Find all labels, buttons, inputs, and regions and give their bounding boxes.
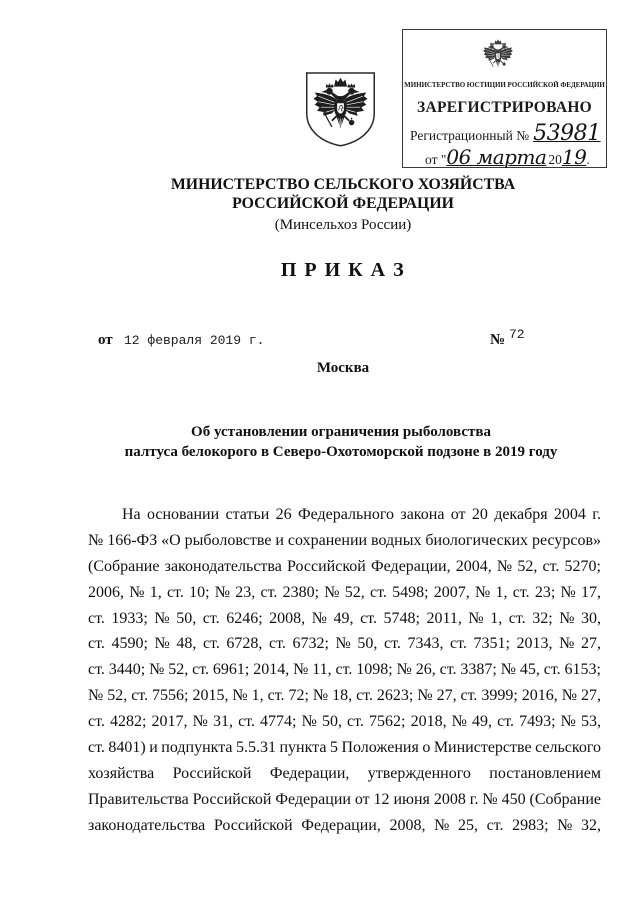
- order-city: Москва: [316, 360, 370, 376]
- body-line: [88, 683, 601, 709]
- order-number-label: №: [490, 332, 506, 348]
- body-line: [88, 502, 601, 528]
- body-line-text: На основании статьи 26 Федерального закона от 20 декабря 2004 г.: [122, 506, 601, 523]
- body-line: [88, 657, 601, 683]
- stamp-registration-number: 53981: [533, 121, 601, 146]
- body-line-text: Правительства Российской Федерации от 12 июня 2008 г. № 450 (Собрание: [88, 790, 602, 808]
- order-number: 72: [509, 327, 525, 342]
- body-line-text: (Собрание законодательства Российской Федерации, 2004, № 52, ст. 5270;: [88, 557, 601, 575]
- body-line: [88, 735, 601, 761]
- body-line-text: № 52, ст. 7556; 2015, № 1, ст. 72; № 18, ст. 2623; № 27, ст. 3999; 2016, № 27,: [88, 687, 602, 705]
- ministry-short-name: (Минсельхоз России): [274, 217, 412, 233]
- stamp-date-prefix: от ": [425, 152, 447, 167]
- ministry-name-line1: МИНИСТЕРСТВО СЕЛЬСКОГО ХОЗЯЙСТВА: [170, 176, 516, 193]
- body-line: [88, 528, 601, 554]
- stamp-coat-of-arms-icon: [481, 37, 515, 73]
- body-line-text: законодательства Российской Федерации, 2008, № 25, ст. 2983; № 32,: [88, 816, 601, 834]
- stamp-registration-date-row: [425, 145, 590, 172]
- registration-stamp: [402, 29, 607, 168]
- order-date-label: от: [98, 332, 113, 348]
- stamp-registration-number-label: Регистрационный №: [410, 128, 530, 143]
- stamp-date-year-suffix: 19: [561, 145, 587, 169]
- stamp-date-end: .: [586, 152, 590, 167]
- order-date: 12 февраля 2019 г.: [124, 333, 265, 348]
- coat-of-arms-icon: [303, 70, 378, 148]
- stamp-date-day-month: 06 марта: [446, 145, 547, 169]
- body-line-text: ст. 8401) и подпункта 5.5.31 пункта 5 Положения о Министерстве сельского: [88, 739, 601, 757]
- body-line: [88, 631, 601, 657]
- body-line-text: № 166-ФЗ «О рыболовстве и сохранении водных биологических ресурсов»: [88, 531, 601, 549]
- body-line-text: ст. 1933; № 50, ст. 6246; 2008, № 49, ст. 5748; 2011, № 1, ст. 32; № 30,: [88, 609, 601, 627]
- stamp-status: ЗАРЕГИСТРИРОВАНО: [416, 99, 593, 116]
- body-line: [88, 580, 601, 606]
- body-line: [88, 787, 601, 813]
- body-line-text: ст. 4590; № 48, ст. 6728, ст. 6732; № 50, ст. 7343, ст. 7351; 2013, № 27,: [88, 635, 601, 653]
- body-line-text: хозяйства Российской Федерации, утвержденного постановлением: [88, 764, 601, 782]
- body-line-text: ст. 3440; № 52, ст. 6961; 2014, № 11, ст. 1098; № 26, ст. 3387; № 45, ст. 6153;: [88, 661, 601, 679]
- order-body: [88, 502, 601, 839]
- body-line-text: 2006, № 1, ст. 10; № 23, ст. 2380; № 52, ст. 5498; 2007, № 1, ст. 23; № 17,: [88, 583, 601, 601]
- document-type: П Р И К А З: [280, 259, 406, 281]
- ministry-name-line2: РОССИЙСКОЙ ФЕДЕРАЦИИ: [232, 195, 454, 212]
- stamp-ministry-name: МИНИСТЕРСТВО ЮСТИЦИИ РОССИЙСКОЙ ФЕДЕРАЦИИ: [404, 81, 605, 89]
- body-line: [88, 813, 601, 839]
- order-title-line2: палтуса белокорого в Северо-Охотоморской подзоне в 2019 году: [124, 444, 558, 460]
- body-line: [88, 709, 601, 735]
- body-line-text: ст. 4282; 2017, № 31, ст. 4774; № 50, ст. 7562; 2018, № 49, ст. 7493; № 53,: [88, 713, 601, 731]
- body-line: [88, 554, 601, 580]
- body-line: [88, 761, 601, 787]
- order-title-line1: Об установлении ограничения рыболовства: [191, 424, 491, 440]
- body-line: [88, 606, 601, 632]
- stamp-date-year-prefix: 20: [548, 152, 562, 167]
